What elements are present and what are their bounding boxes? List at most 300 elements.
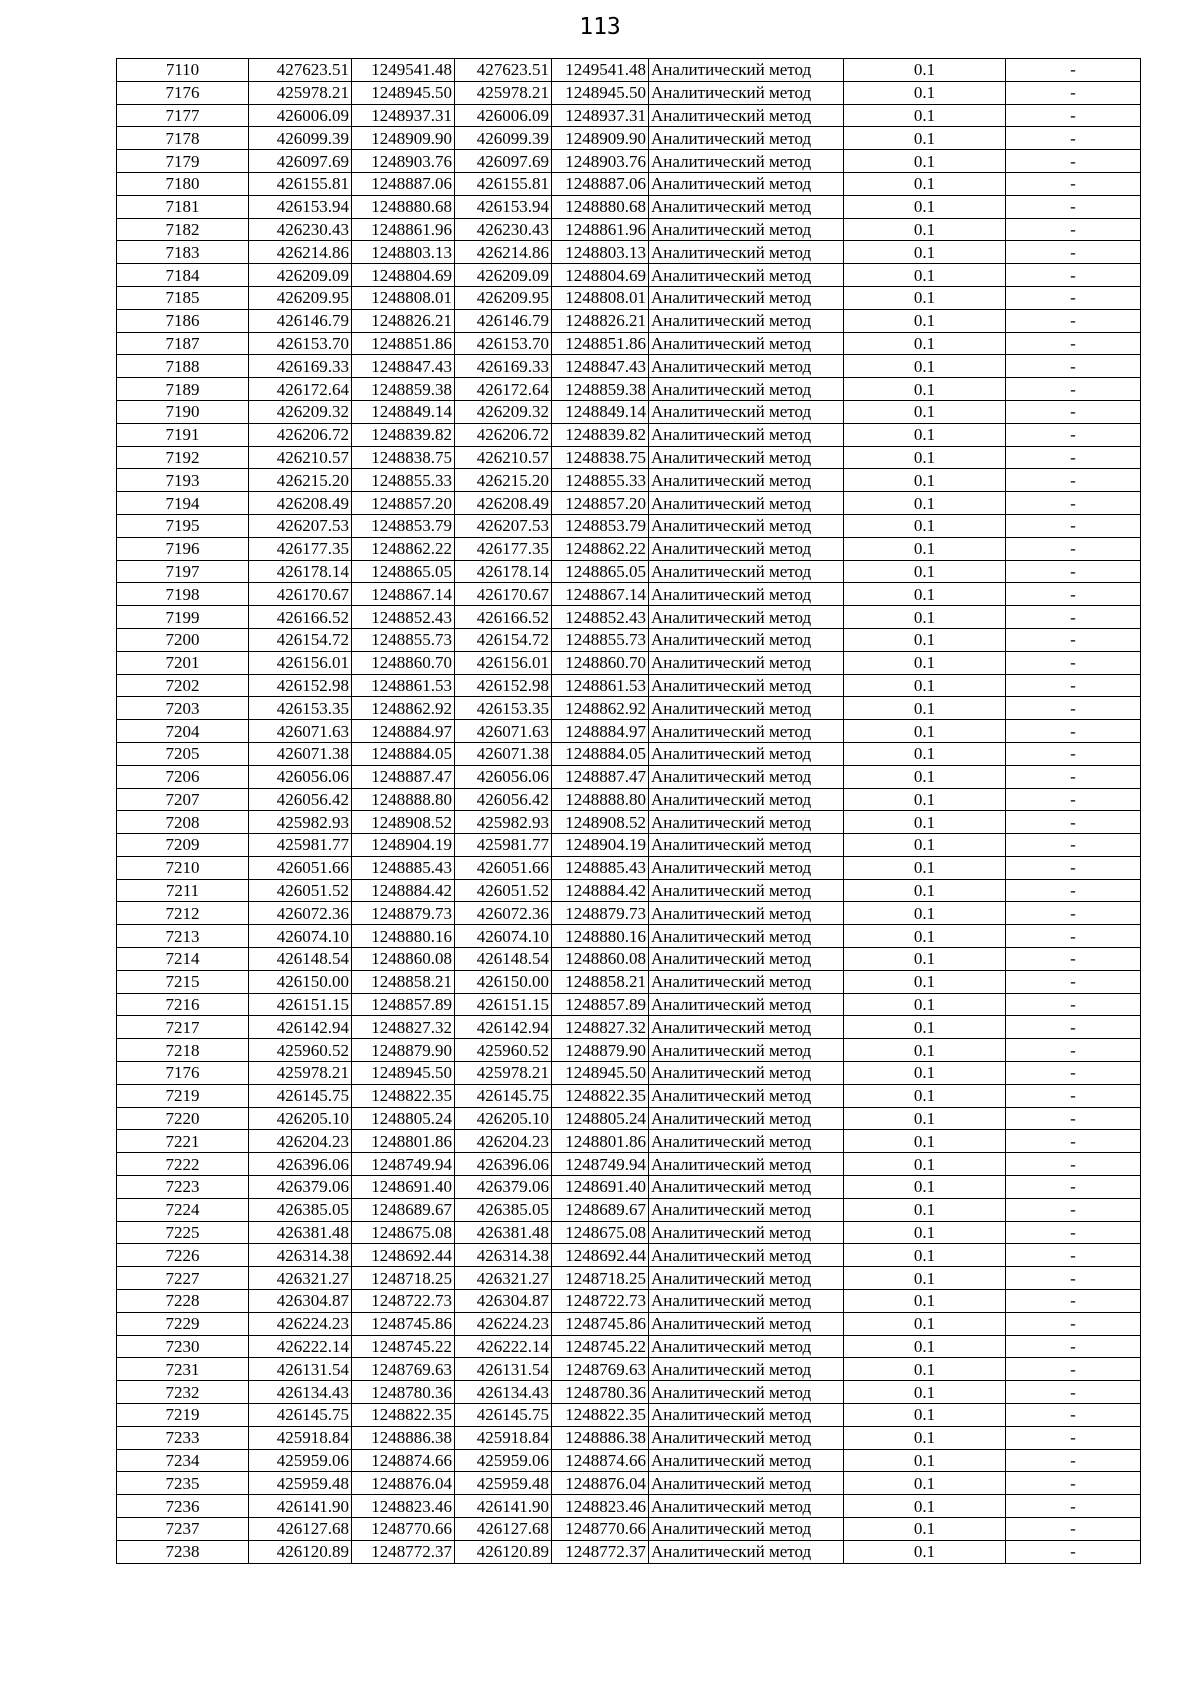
accuracy-cell: 0.1	[844, 127, 1006, 150]
y-coordinate-repeat-cell: 1248857.89	[552, 993, 649, 1016]
note-cell: -	[1006, 264, 1141, 287]
y-coordinate-cell: 1248884.42	[352, 879, 455, 902]
y-coordinate-cell: 1248805.24	[352, 1107, 455, 1130]
x-coordinate-cell: 426051.52	[249, 879, 352, 902]
y-coordinate-cell: 1248861.53	[352, 674, 455, 697]
x-coordinate-cell: 425981.77	[249, 834, 352, 857]
method-cell: Аналитический метод	[649, 1244, 844, 1267]
method-cell: Аналитический метод	[649, 332, 844, 355]
method-cell: Аналитический метод	[649, 856, 844, 879]
x-coordinate-cell: 426155.81	[249, 172, 352, 195]
x-coordinate-cell: 426074.10	[249, 925, 352, 948]
y-coordinate-repeat-cell: 1248874.66	[552, 1449, 649, 1472]
method-cell: Аналитический метод	[649, 1016, 844, 1039]
y-coordinate-repeat-cell: 1248826.21	[552, 309, 649, 332]
accuracy-cell: 0.1	[844, 879, 1006, 902]
table-row	[117, 811, 1141, 834]
x-coordinate-cell: 426215.20	[249, 469, 352, 492]
method-cell: Аналитический метод	[649, 1540, 844, 1563]
y-coordinate-repeat-cell: 1248861.96	[552, 218, 649, 241]
note-cell: -	[1006, 628, 1141, 651]
table-row	[117, 1449, 1141, 1472]
method-cell: Аналитический метод	[649, 1472, 844, 1495]
y-coordinate-repeat-cell: 1248769.63	[552, 1358, 649, 1381]
point-number-cell: 7207	[117, 788, 249, 811]
x-coordinate-repeat-cell: 426120.89	[455, 1540, 552, 1563]
y-coordinate-cell: 1248839.82	[352, 423, 455, 446]
y-coordinate-cell: 1248884.97	[352, 720, 455, 743]
point-number-cell: 7187	[117, 332, 249, 355]
x-coordinate-cell: 426146.79	[249, 309, 352, 332]
x-coordinate-repeat-cell: 426146.79	[455, 309, 552, 332]
point-number-cell: 7219	[117, 1404, 249, 1427]
method-cell: Аналитический метод	[649, 400, 844, 423]
note-cell: -	[1006, 1267, 1141, 1290]
point-number-cell: 7216	[117, 993, 249, 1016]
point-number-cell: 7220	[117, 1107, 249, 1130]
accuracy-cell: 0.1	[844, 1426, 1006, 1449]
point-number-cell: 7226	[117, 1244, 249, 1267]
y-coordinate-cell: 1248888.80	[352, 788, 455, 811]
y-coordinate-repeat-cell: 1248689.67	[552, 1198, 649, 1221]
note-cell: -	[1006, 309, 1141, 332]
y-coordinate-repeat-cell: 1248822.35	[552, 1404, 649, 1427]
table-row	[117, 1107, 1141, 1130]
x-coordinate-cell: 426051.66	[249, 856, 352, 879]
x-coordinate-repeat-cell: 426215.20	[455, 469, 552, 492]
x-coordinate-repeat-cell: 426056.06	[455, 765, 552, 788]
x-coordinate-cell: 426099.39	[249, 127, 352, 150]
x-coordinate-cell: 426150.00	[249, 970, 352, 993]
table-row	[117, 1016, 1141, 1039]
x-coordinate-cell: 426170.67	[249, 583, 352, 606]
y-coordinate-cell: 1248945.50	[352, 81, 455, 104]
x-coordinate-repeat-cell: 425959.06	[455, 1449, 552, 1472]
point-number-cell: 7178	[117, 127, 249, 150]
x-coordinate-cell: 426321.27	[249, 1267, 352, 1290]
y-coordinate-repeat-cell: 1248827.32	[552, 1016, 649, 1039]
method-cell: Аналитический метод	[649, 1084, 844, 1107]
note-cell: -	[1006, 1358, 1141, 1381]
accuracy-cell: 0.1	[844, 286, 1006, 309]
y-coordinate-repeat-cell: 1248849.14	[552, 400, 649, 423]
x-coordinate-repeat-cell: 426209.09	[455, 264, 552, 287]
point-number-cell: 7219	[117, 1084, 249, 1107]
note-cell: -	[1006, 697, 1141, 720]
accuracy-cell: 0.1	[844, 241, 1006, 264]
accuracy-cell: 0.1	[844, 446, 1006, 469]
point-number-cell: 7229	[117, 1312, 249, 1335]
x-coordinate-cell: 426314.38	[249, 1244, 352, 1267]
y-coordinate-repeat-cell: 1248908.52	[552, 811, 649, 834]
y-coordinate-repeat-cell: 1248691.40	[552, 1176, 649, 1199]
x-coordinate-cell: 426207.53	[249, 514, 352, 537]
x-coordinate-repeat-cell: 426170.67	[455, 583, 552, 606]
method-cell: Аналитический метод	[649, 1153, 844, 1176]
point-number-cell: 7209	[117, 834, 249, 857]
x-coordinate-cell: 425960.52	[249, 1039, 352, 1062]
y-coordinate-cell: 1248860.08	[352, 948, 455, 971]
y-coordinate-cell: 1248880.68	[352, 195, 455, 218]
x-coordinate-repeat-cell: 426148.54	[455, 948, 552, 971]
method-cell: Аналитический метод	[649, 765, 844, 788]
y-coordinate-cell: 1248692.44	[352, 1244, 455, 1267]
y-coordinate-repeat-cell: 1248859.38	[552, 378, 649, 401]
x-coordinate-cell: 426166.52	[249, 606, 352, 629]
method-cell: Аналитический метод	[649, 1062, 844, 1085]
y-coordinate-cell: 1248769.63	[352, 1358, 455, 1381]
point-number-cell: 7232	[117, 1381, 249, 1404]
point-number-cell: 7203	[117, 697, 249, 720]
y-coordinate-cell: 1248937.31	[352, 104, 455, 127]
x-coordinate-repeat-cell: 426152.98	[455, 674, 552, 697]
y-coordinate-cell: 1248887.06	[352, 172, 455, 195]
x-coordinate-cell: 426230.43	[249, 218, 352, 241]
table-row	[117, 1153, 1141, 1176]
accuracy-cell: 0.1	[844, 1198, 1006, 1221]
x-coordinate-repeat-cell: 426169.33	[455, 355, 552, 378]
accuracy-cell: 0.1	[844, 59, 1006, 82]
method-cell: Аналитический метод	[649, 195, 844, 218]
point-number-cell: 7201	[117, 651, 249, 674]
method-cell: Аналитический метод	[649, 59, 844, 82]
x-coordinate-cell: 426381.48	[249, 1221, 352, 1244]
note-cell: -	[1006, 1176, 1141, 1199]
x-coordinate-cell: 426209.32	[249, 400, 352, 423]
table-row	[117, 1426, 1141, 1449]
y-coordinate-cell: 1248865.05	[352, 560, 455, 583]
accuracy-cell: 0.1	[844, 1518, 1006, 1541]
table-row	[117, 104, 1141, 127]
y-coordinate-cell: 1248847.43	[352, 355, 455, 378]
accuracy-cell: 0.1	[844, 1358, 1006, 1381]
coordinates-table	[116, 58, 1141, 1564]
note-cell: -	[1006, 583, 1141, 606]
note-cell: -	[1006, 1472, 1141, 1495]
x-coordinate-cell: 426210.57	[249, 446, 352, 469]
note-cell: -	[1006, 1404, 1141, 1427]
table-row	[117, 1495, 1141, 1518]
note-cell: -	[1006, 537, 1141, 560]
y-coordinate-cell: 1249541.48	[352, 59, 455, 82]
y-coordinate-repeat-cell: 1248822.35	[552, 1084, 649, 1107]
y-coordinate-cell: 1248880.16	[352, 925, 455, 948]
accuracy-cell: 0.1	[844, 651, 1006, 674]
note-cell: -	[1006, 218, 1141, 241]
note-cell: -	[1006, 1107, 1141, 1130]
y-coordinate-cell: 1248859.38	[352, 378, 455, 401]
x-coordinate-cell: 426214.86	[249, 241, 352, 264]
table-row	[117, 674, 1141, 697]
method-cell: Аналитический метод	[649, 583, 844, 606]
method-cell: Аналитический метод	[649, 925, 844, 948]
method-cell: Аналитический метод	[649, 514, 844, 537]
method-cell: Аналитический метод	[649, 1426, 844, 1449]
note-cell: -	[1006, 1221, 1141, 1244]
note-cell: -	[1006, 674, 1141, 697]
note-cell: -	[1006, 1039, 1141, 1062]
x-coordinate-cell: 426071.63	[249, 720, 352, 743]
point-number-cell: 7206	[117, 765, 249, 788]
accuracy-cell: 0.1	[844, 195, 1006, 218]
table-row	[117, 1518, 1141, 1541]
y-coordinate-repeat-cell: 1248862.22	[552, 537, 649, 560]
x-coordinate-cell: 426097.69	[249, 150, 352, 173]
note-cell: -	[1006, 879, 1141, 902]
note-cell: -	[1006, 150, 1141, 173]
point-number-cell: 7204	[117, 720, 249, 743]
method-cell: Аналитический метод	[649, 355, 844, 378]
method-cell: Аналитический метод	[649, 1107, 844, 1130]
y-coordinate-cell: 1248879.90	[352, 1039, 455, 1062]
method-cell: Аналитический метод	[649, 993, 844, 1016]
note-cell: -	[1006, 1449, 1141, 1472]
accuracy-cell: 0.1	[844, 378, 1006, 401]
point-number-cell: 7179	[117, 150, 249, 173]
table-row	[117, 537, 1141, 560]
x-coordinate-repeat-cell: 426006.09	[455, 104, 552, 127]
method-cell: Аналитический метод	[649, 628, 844, 651]
accuracy-cell: 0.1	[844, 400, 1006, 423]
y-coordinate-repeat-cell: 1248851.86	[552, 332, 649, 355]
y-coordinate-cell: 1248675.08	[352, 1221, 455, 1244]
accuracy-cell: 0.1	[844, 1107, 1006, 1130]
note-cell: -	[1006, 104, 1141, 127]
table-row	[117, 469, 1141, 492]
y-coordinate-cell: 1248861.96	[352, 218, 455, 241]
method-cell: Аналитический метод	[649, 674, 844, 697]
x-coordinate-repeat-cell: 426074.10	[455, 925, 552, 948]
table-row	[117, 1381, 1141, 1404]
table-row	[117, 583, 1141, 606]
x-coordinate-repeat-cell: 426097.69	[455, 150, 552, 173]
table-row	[117, 514, 1141, 537]
x-coordinate-repeat-cell: 426071.63	[455, 720, 552, 743]
point-number-cell: 7231	[117, 1358, 249, 1381]
accuracy-cell: 0.1	[844, 1472, 1006, 1495]
x-coordinate-cell: 427623.51	[249, 59, 352, 82]
y-coordinate-cell: 1248849.14	[352, 400, 455, 423]
table-row	[117, 172, 1141, 195]
accuracy-cell: 0.1	[844, 492, 1006, 515]
x-coordinate-cell: 426205.10	[249, 1107, 352, 1130]
method-cell: Аналитический метод	[649, 1381, 844, 1404]
accuracy-cell: 0.1	[844, 674, 1006, 697]
method-cell: Аналитический метод	[649, 1198, 844, 1221]
x-coordinate-cell: 426141.90	[249, 1495, 352, 1518]
x-coordinate-repeat-cell: 425960.52	[455, 1039, 552, 1062]
point-number-cell: 7233	[117, 1426, 249, 1449]
note-cell: -	[1006, 948, 1141, 971]
method-cell: Аналитический метод	[649, 104, 844, 127]
accuracy-cell: 0.1	[844, 423, 1006, 446]
method-cell: Аналитический метод	[649, 1039, 844, 1062]
method-cell: Аналитический метод	[649, 1176, 844, 1199]
y-coordinate-repeat-cell: 1248838.75	[552, 446, 649, 469]
x-coordinate-cell: 426120.89	[249, 1540, 352, 1563]
note-cell: -	[1006, 469, 1141, 492]
accuracy-cell: 0.1	[844, 1062, 1006, 1085]
x-coordinate-repeat-cell: 426178.14	[455, 560, 552, 583]
x-coordinate-repeat-cell: 426321.27	[455, 1267, 552, 1290]
y-coordinate-cell: 1248884.05	[352, 742, 455, 765]
accuracy-cell: 0.1	[844, 264, 1006, 287]
y-coordinate-cell: 1248874.66	[352, 1449, 455, 1472]
x-coordinate-cell: 426154.72	[249, 628, 352, 651]
accuracy-cell: 0.1	[844, 697, 1006, 720]
method-cell: Аналитический метод	[649, 537, 844, 560]
method-cell: Аналитический метод	[649, 811, 844, 834]
y-coordinate-repeat-cell: 1248805.24	[552, 1107, 649, 1130]
note-cell: -	[1006, 856, 1141, 879]
table-row	[117, 1221, 1141, 1244]
x-coordinate-cell: 426204.23	[249, 1130, 352, 1153]
point-number-cell: 7217	[117, 1016, 249, 1039]
note-cell: -	[1006, 1130, 1141, 1153]
y-coordinate-repeat-cell: 1248853.79	[552, 514, 649, 537]
accuracy-cell: 0.1	[844, 309, 1006, 332]
note-cell: -	[1006, 286, 1141, 309]
x-coordinate-repeat-cell: 426153.35	[455, 697, 552, 720]
method-cell: Аналитический метод	[649, 1130, 844, 1153]
point-number-cell: 7181	[117, 195, 249, 218]
method-cell: Аналитический метод	[649, 423, 844, 446]
note-cell: -	[1006, 1335, 1141, 1358]
x-coordinate-cell: 425918.84	[249, 1426, 352, 1449]
table-row	[117, 309, 1141, 332]
x-coordinate-repeat-cell: 426205.10	[455, 1107, 552, 1130]
y-coordinate-repeat-cell: 1248718.25	[552, 1267, 649, 1290]
y-coordinate-cell: 1248903.76	[352, 150, 455, 173]
table-row	[117, 1290, 1141, 1313]
y-coordinate-cell: 1248745.86	[352, 1312, 455, 1335]
method-cell: Аналитический метод	[649, 1221, 844, 1244]
x-coordinate-cell: 425959.06	[249, 1449, 352, 1472]
y-coordinate-repeat-cell: 1248722.73	[552, 1290, 649, 1313]
y-coordinate-cell: 1248691.40	[352, 1176, 455, 1199]
x-coordinate-repeat-cell: 425978.21	[455, 1062, 552, 1085]
accuracy-cell: 0.1	[844, 332, 1006, 355]
x-coordinate-repeat-cell: 425918.84	[455, 1426, 552, 1449]
table-row	[117, 970, 1141, 993]
method-cell: Аналитический метод	[649, 492, 844, 515]
accuracy-cell: 0.1	[844, 856, 1006, 879]
accuracy-cell: 0.1	[844, 1312, 1006, 1335]
point-number-cell: 7202	[117, 674, 249, 697]
y-coordinate-repeat-cell: 1248692.44	[552, 1244, 649, 1267]
method-cell: Аналитический метод	[649, 218, 844, 241]
method-cell: Аналитический метод	[649, 879, 844, 902]
x-coordinate-repeat-cell: 426230.43	[455, 218, 552, 241]
x-coordinate-cell: 425978.21	[249, 1062, 352, 1085]
method-cell: Аналитический метод	[649, 742, 844, 765]
point-number-cell: 7184	[117, 264, 249, 287]
accuracy-cell: 0.1	[844, 1335, 1006, 1358]
x-coordinate-cell: 426056.42	[249, 788, 352, 811]
x-coordinate-repeat-cell: 426155.81	[455, 172, 552, 195]
point-number-cell: 7224	[117, 1198, 249, 1221]
x-coordinate-cell: 426071.38	[249, 742, 352, 765]
y-coordinate-repeat-cell: 1248904.19	[552, 834, 649, 857]
table-row	[117, 241, 1141, 264]
x-coordinate-cell: 426145.75	[249, 1404, 352, 1427]
y-coordinate-cell: 1248858.21	[352, 970, 455, 993]
x-coordinate-repeat-cell: 426204.23	[455, 1130, 552, 1153]
x-coordinate-cell: 426304.87	[249, 1290, 352, 1313]
y-coordinate-cell: 1248879.73	[352, 902, 455, 925]
accuracy-cell: 0.1	[844, 355, 1006, 378]
y-coordinate-repeat-cell: 1248879.73	[552, 902, 649, 925]
y-coordinate-repeat-cell: 1248857.20	[552, 492, 649, 515]
x-coordinate-cell: 426209.95	[249, 286, 352, 309]
y-coordinate-cell: 1248867.14	[352, 583, 455, 606]
y-coordinate-cell: 1248804.69	[352, 264, 455, 287]
point-number-cell: 7230	[117, 1335, 249, 1358]
table-row	[117, 1244, 1141, 1267]
y-coordinate-cell: 1248860.70	[352, 651, 455, 674]
y-coordinate-cell: 1248855.73	[352, 628, 455, 651]
y-coordinate-repeat-cell: 1248745.86	[552, 1312, 649, 1335]
table-row	[117, 879, 1141, 902]
x-coordinate-cell: 425978.21	[249, 81, 352, 104]
table-row	[117, 81, 1141, 104]
y-coordinate-cell: 1248770.66	[352, 1518, 455, 1541]
x-coordinate-cell: 426206.72	[249, 423, 352, 446]
accuracy-cell: 0.1	[844, 1267, 1006, 1290]
note-cell: -	[1006, 834, 1141, 857]
x-coordinate-cell: 426131.54	[249, 1358, 352, 1381]
x-coordinate-repeat-cell: 426206.72	[455, 423, 552, 446]
y-coordinate-cell: 1248822.35	[352, 1404, 455, 1427]
y-coordinate-cell: 1248862.22	[352, 537, 455, 560]
accuracy-cell: 0.1	[844, 720, 1006, 743]
y-coordinate-cell: 1248822.35	[352, 1084, 455, 1107]
accuracy-cell: 0.1	[844, 1016, 1006, 1039]
accuracy-cell: 0.1	[844, 560, 1006, 583]
point-number-cell: 7213	[117, 925, 249, 948]
table-row	[117, 1130, 1141, 1153]
x-coordinate-repeat-cell: 426208.49	[455, 492, 552, 515]
x-coordinate-cell: 426152.98	[249, 674, 352, 697]
x-coordinate-repeat-cell: 426224.23	[455, 1312, 552, 1335]
accuracy-cell: 0.1	[844, 628, 1006, 651]
y-coordinate-repeat-cell: 1248876.04	[552, 1472, 649, 1495]
x-coordinate-repeat-cell: 426209.32	[455, 400, 552, 423]
table-row	[117, 332, 1141, 355]
accuracy-cell: 0.1	[844, 81, 1006, 104]
table-row	[117, 218, 1141, 241]
note-cell: -	[1006, 1290, 1141, 1313]
x-coordinate-cell: 426208.49	[249, 492, 352, 515]
accuracy-cell: 0.1	[844, 1404, 1006, 1427]
method-cell: Аналитический метод	[649, 1358, 844, 1381]
y-coordinate-repeat-cell: 1248839.82	[552, 423, 649, 446]
y-coordinate-repeat-cell: 1248880.16	[552, 925, 649, 948]
table-row	[117, 1062, 1141, 1085]
x-coordinate-repeat-cell: 426051.66	[455, 856, 552, 879]
table-row	[117, 606, 1141, 629]
accuracy-cell: 0.1	[844, 1540, 1006, 1563]
table-row	[117, 423, 1141, 446]
note-cell: -	[1006, 241, 1141, 264]
y-coordinate-cell: 1248808.01	[352, 286, 455, 309]
point-number-cell: 7192	[117, 446, 249, 469]
table-row	[117, 1176, 1141, 1199]
x-coordinate-repeat-cell: 426379.06	[455, 1176, 552, 1199]
note-cell: -	[1006, 400, 1141, 423]
y-coordinate-cell: 1248909.90	[352, 127, 455, 150]
point-number-cell: 7210	[117, 856, 249, 879]
